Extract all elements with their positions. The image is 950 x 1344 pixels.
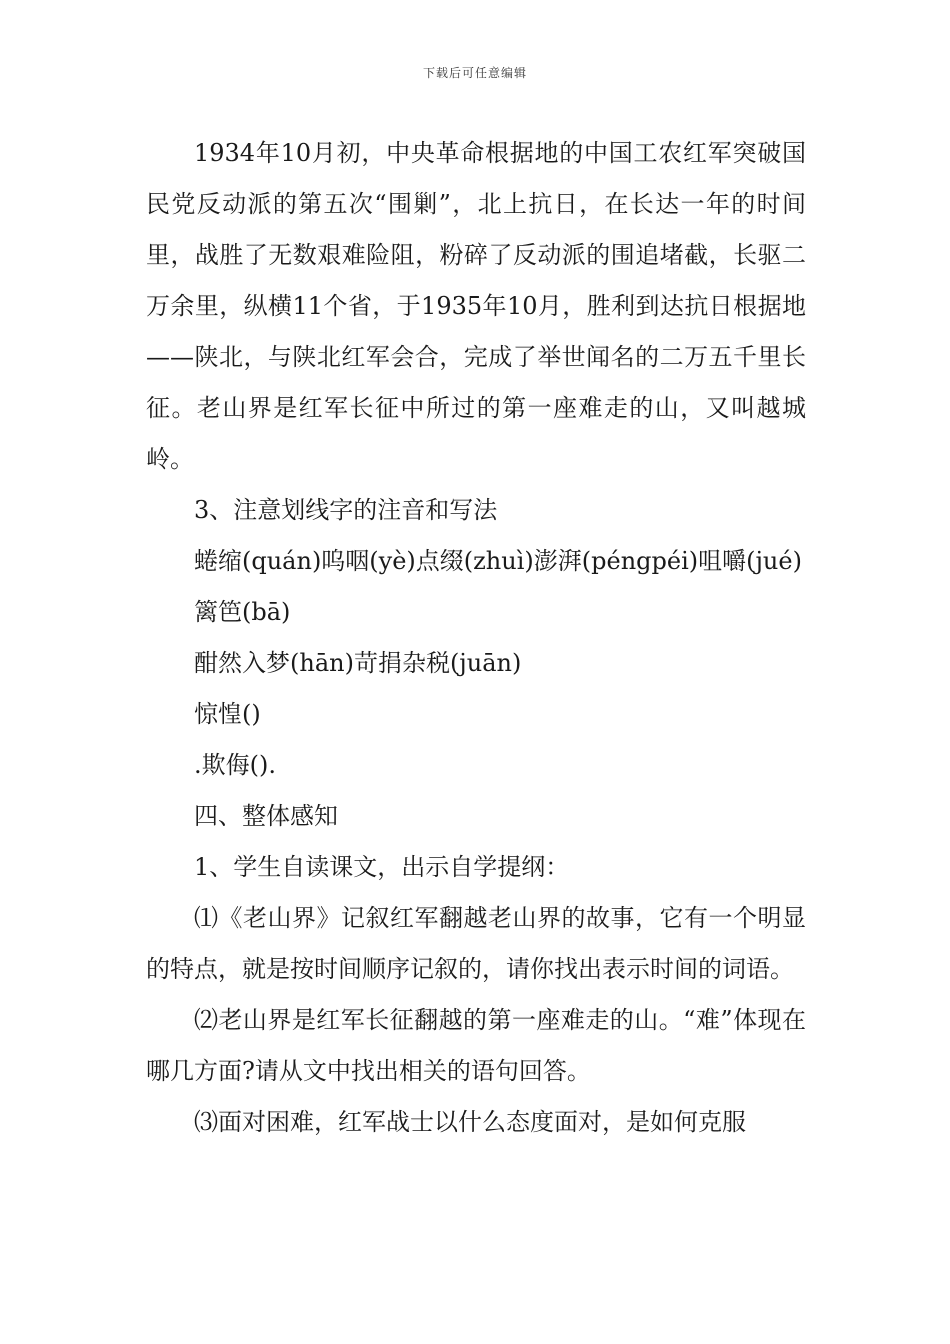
question-1: ⑴《老山界》记叙红军翻越老山界的故事，它有一个明显的特点，就是按时间顺序记叙的，请你找出表示时间的词语。 [146,904,806,983]
page-header: 下载后可任意编辑 [422,66,527,80]
paragraph-self-study-outline: 1、学生自读课文，出示自学提纲： [194,853,570,881]
document-body [146,128,806,1148]
paragraph-pronunciation-heading: 3、注意划线字的注音和写法 [194,496,498,524]
paragraph-vocabulary-line-1: 蜷缩(quán)呜咽(yè)点缀(zhuì)澎湃(péngpéi)咀嚼(jué) [194,547,802,575]
question-3: ⑶面对困难，红军战士以什么态度面对，是如何克服 [194,1108,746,1136]
paragraph-vocabulary-line-2: 篱笆(bā) [194,598,291,626]
paragraph-vocabulary-line-5: .欺侮(). [194,751,276,779]
paragraph-vocabulary-line-3: 酣然入梦(hān)苛捐杂税(juān) [194,649,522,677]
question-2: ⑵老山界是红军长征翻越的第一座难走的山。“难”体现在哪几方面?请从文中找出相关的语句回答。 [146,1006,806,1085]
paragraph-long-march-intro: 1934年10月初，中央革命根据地的中国工农红军突破国民党反动派的第五次“围剿”，北上抗日，在长达一年的时间里，战胜了无数艰难险阻，粉碎了反动派的围追堵截，长驱二万余里，纵横11个省，于1935年10月，胜利到达抗日根据地——陕北，与陕北红军会合，完成了举世闻名的二万五千里长征。老山界是红军长征中所过的第一座难走的山，又叫越城岭。 [146,139,806,473]
paragraph-vocabulary-line-4: 惊惶() [194,700,261,728]
section-heading-overall-perception: 四、整体感知 [194,802,338,830]
